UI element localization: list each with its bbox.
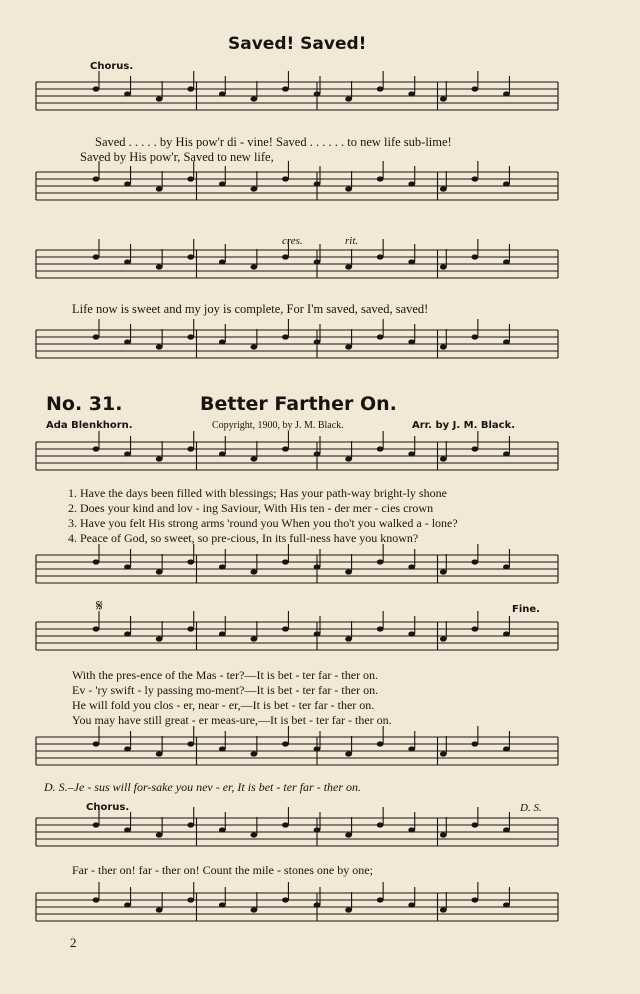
note-head [156,907,163,912]
note-head [471,254,478,259]
note-head [187,741,194,746]
note-head [282,822,289,827]
chorus-lyric: Far - ther on! far - ther on! Count the mile - stones one by one; [72,863,373,877]
note-head [250,907,257,912]
note-head [250,569,257,574]
note-head [377,626,384,631]
verse-line: 2. Does your kind and lov - ing Saviour, With His ten - der mer - cies crown [68,501,434,515]
note-head [124,451,131,456]
note-head [471,446,478,451]
note-head [93,626,100,631]
note-head [250,264,257,269]
dynamic-mark: rit. [345,235,359,247]
note-head [282,254,289,259]
note-head [377,86,384,91]
note-head [408,746,415,751]
note-head [314,451,321,456]
note-head [471,334,478,339]
note-head [408,564,415,569]
note-head [187,897,194,902]
note-head [219,339,226,344]
note-head [156,832,163,837]
note-head [282,446,289,451]
note-head [93,254,100,259]
note-head [440,344,447,349]
note-head [282,741,289,746]
note-head [282,897,289,902]
note-head [124,91,131,96]
note-head [156,264,163,269]
segno-mark: 𝄋 [96,596,103,615]
verse-line: 4. Peace of God, so sweet, so pre-cious, In its full-ness have you known? [68,531,419,545]
note-head [377,897,384,902]
note-head [314,902,321,907]
chorus-label: Chorus. [90,61,134,72]
note-head [345,186,352,191]
note-head [187,86,194,91]
note-head [93,446,100,451]
note-head [408,91,415,96]
arranger: Arr. by J. M. Black. [412,420,516,431]
note-head [345,636,352,641]
note-head [156,569,163,574]
note-head [471,176,478,181]
note-head [314,259,321,264]
note-head [219,746,226,751]
page-number: 2 [70,935,77,950]
note-head [345,264,352,269]
note-head [314,339,321,344]
note-head [282,86,289,91]
chorus-label: Chorus. [86,802,130,813]
note-head [187,446,194,451]
note-head [250,344,257,349]
note-head [503,91,510,96]
note-head [187,626,194,631]
note-head [156,344,163,349]
note-head [282,626,289,631]
note-head [93,86,100,91]
note-head [187,334,194,339]
note-head [219,451,226,456]
hymn-title: Saved! Saved! [228,34,367,54]
note-head [471,822,478,827]
note-head [93,559,100,564]
copyright: Copyright, 1900, by J. M. Black. [212,420,344,431]
note-head [156,636,163,641]
note-head [250,186,257,191]
note-head [440,456,447,461]
note-head [250,456,257,461]
note-head [314,181,321,186]
note-head [93,334,100,339]
note-head [440,832,447,837]
note-head [408,339,415,344]
note-head [440,264,447,269]
note-head [377,559,384,564]
note-head [219,181,226,186]
note-head [377,176,384,181]
note-head [250,832,257,837]
note-head [156,186,163,191]
note-head [377,254,384,259]
note-head [408,181,415,186]
note-head [408,631,415,636]
hymn-number: No. 31. [46,393,123,415]
note-head [314,91,321,96]
note-head [503,339,510,344]
note-head [408,827,415,832]
lyric-line: Saved by His pow'r, Saved to new life, [80,150,274,164]
note-head [440,96,447,101]
note-head [471,86,478,91]
note-head [187,559,194,564]
note-head [124,339,131,344]
note-head [471,626,478,631]
fine-mark: Fine. [512,604,540,615]
note-head [503,451,510,456]
note-head [156,96,163,101]
note-head [440,636,447,641]
note-head [345,907,352,912]
note-head [187,254,194,259]
note-head [282,176,289,181]
note-head [282,559,289,564]
note-head [377,822,384,827]
note-head [408,259,415,264]
note-head [219,902,226,907]
note-head [187,176,194,181]
verse-line: He will fold you clos - er, near - er,—It is bet - ter far - ther on. [72,698,375,712]
note-head [124,746,131,751]
note-head [503,827,510,832]
note-head [440,907,447,912]
note-head [440,186,447,191]
note-head [219,631,226,636]
note-head [345,456,352,461]
note-head [345,569,352,574]
note-head [471,559,478,564]
note-head [124,564,131,569]
note-head [93,741,100,746]
note-head [250,636,257,641]
note-head [314,827,321,832]
note-head [503,181,510,186]
note-head [345,751,352,756]
note-head [219,91,226,96]
note-head [250,751,257,756]
note-head [471,741,478,746]
note-head [282,334,289,339]
note-head [503,902,510,907]
note-head [219,259,226,264]
note-head [187,822,194,827]
ds-line: D. S.–Je - sus will for-sake you nev - er, It is bet - ter far - ther on. [44,780,362,794]
note-head [503,259,510,264]
note-head [314,746,321,751]
note-head [408,902,415,907]
lyric-line: Saved . . . . . by His pow'r di - vine! Saved . . . . . . to new life sub-lime! [95,135,452,149]
note-head [503,631,510,636]
note-head [156,751,163,756]
dynamic-mark: cres. [282,235,303,247]
note-head [250,96,257,101]
verse-line: 3. Have you felt His strong arms 'round you When you tho't you walked a - lone? [68,516,458,530]
note-head [156,456,163,461]
note-head [219,827,226,832]
note-head [219,564,226,569]
note-head [345,344,352,349]
note-head [93,176,100,181]
note-head [93,897,100,902]
note-head [377,741,384,746]
lyric-line: Life now is sweet and my joy is complete, For I'm saved, saved, saved! [72,302,429,316]
ds-mark: D. S. [520,802,542,814]
note-head [471,897,478,902]
verse-line: You may have still great - er meas-ure,—It is bet - ter far - ther on. [72,713,392,727]
verse-line: 1. Have the days been filled with blessings; Has your path-way bright-ly shone [68,486,447,500]
note-head [408,451,415,456]
note-head [503,564,510,569]
note-head [124,259,131,264]
verse-line: Ev - 'ry swift - ly passing mo-ment?—It is bet - ter far - ther on. [72,683,379,697]
note-head [314,631,321,636]
note-head [377,334,384,339]
note-head [124,181,131,186]
note-head [124,631,131,636]
note-head [345,832,352,837]
note-head [124,827,131,832]
note-head [440,569,447,574]
note-head [314,564,321,569]
note-head [124,902,131,907]
hymn-title: Better Farther On. [200,393,397,415]
note-head [440,751,447,756]
verse-line: With the pres-ence of the Mas - ter?—It is bet - ter far - ther on. [72,668,379,682]
author: Ada Blenkhorn. [46,420,133,431]
note-head [93,822,100,827]
note-head [345,96,352,101]
note-head [503,746,510,751]
note-head [377,446,384,451]
